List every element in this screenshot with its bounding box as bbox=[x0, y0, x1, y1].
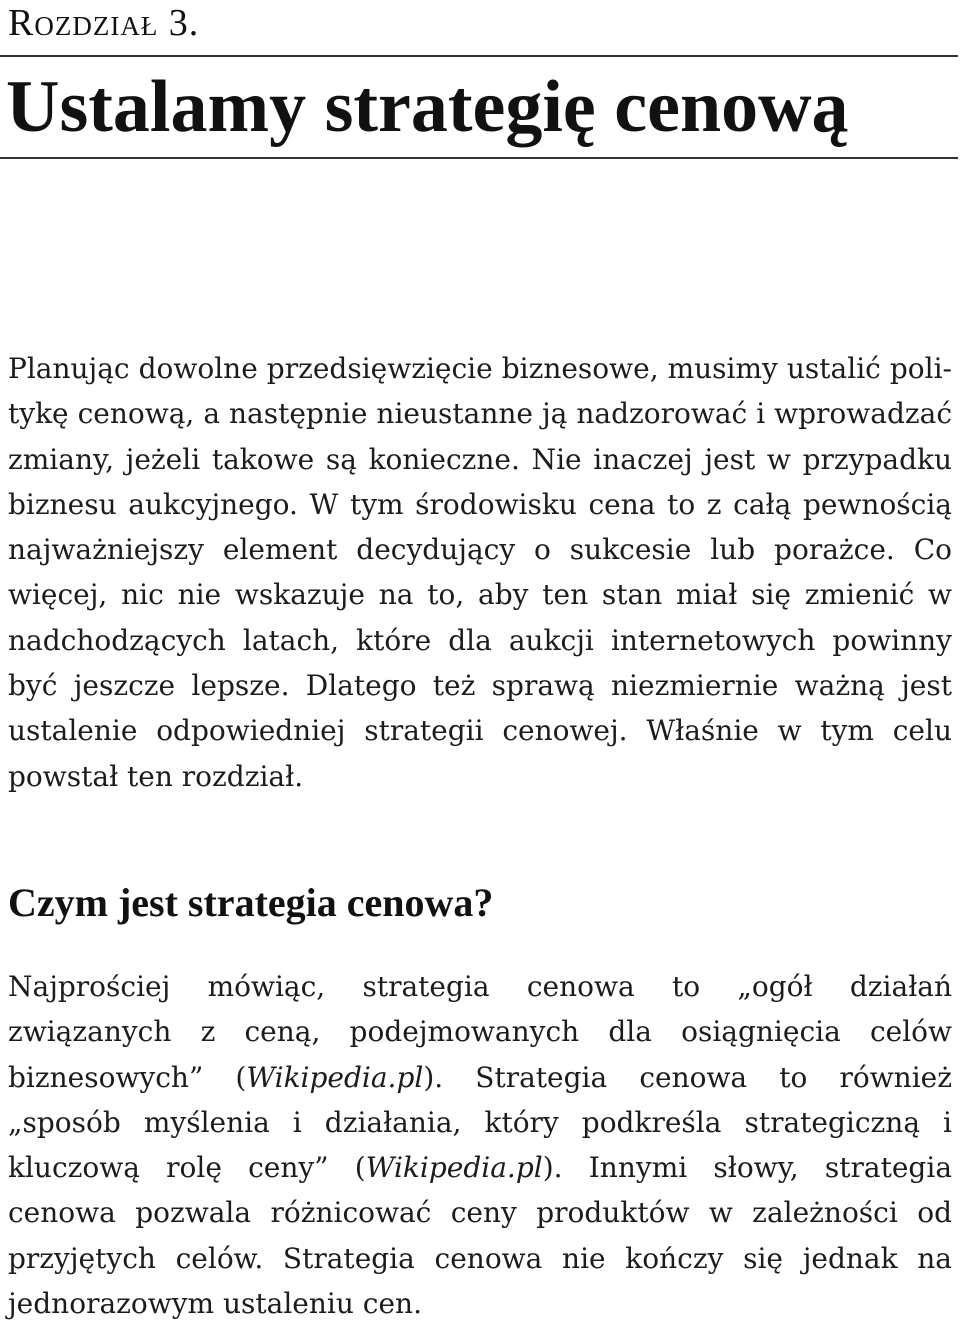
section-text-part-1: Najprościej mówiąc, strategia cenowa to „ogół działań związanych z ceną, podejmowanych dla osiągnięcia celów biznesowych” ( bbox=[8, 970, 952, 1094]
section-paragraph bbox=[8, 964, 952, 1326]
bottom-rule bbox=[0, 157, 958, 159]
chapter-label: Rozdział 3. bbox=[8, 2, 200, 44]
source-citation-2: Wikipedia.pl bbox=[365, 1151, 543, 1185]
section-text-part-3: ). Innymi słowy, strategia cenowa pozwala różnicować ceny produktów w zależności od przyjętych celów. Strategia cenowa nie kończy się jednak na jednorazowym ustaleniu cen. bbox=[8, 1151, 953, 1321]
section-text-part-2: ). Strategia cenowa to również „sposób myślenia i działania, który podkreśla strategiczną i kluczową rolę ceny” ( bbox=[8, 1060, 952, 1185]
top-rule bbox=[0, 55, 958, 57]
source-citation-1: Wikipedia.pl bbox=[246, 1060, 424, 1094]
section-heading: Czym jest strategia cenowa? bbox=[8, 880, 494, 925]
chapter-title: Ustalamy strategię cenową bbox=[6, 66, 849, 148]
intro-paragraph: Planując dowolne przedsięwzięcie biznesowe, musimy ustalić politykę cenową, a następnie nieustanne ją nadzorować i wprowadzać zmiany, jeżeli takowe są konieczne. Nie inaczej jest w przypadku biznesu aukcyjnego. W tym środowisku cena to z całą pewnością najważniejszy element decydujący o sukcesie lub porażce. Co więcej, nic nie wskazuje na to, aby ten stan miał się zmienić w nadchodzących latach, które dla aukcji internetowych powinny być jeszcze lepsze. Dlatego też sprawą niezmiernie ważną jest ustalenie odpowiedniej strategii cenowej. Właśnie w tym celu powstał ten rozdział. bbox=[8, 352, 952, 793]
